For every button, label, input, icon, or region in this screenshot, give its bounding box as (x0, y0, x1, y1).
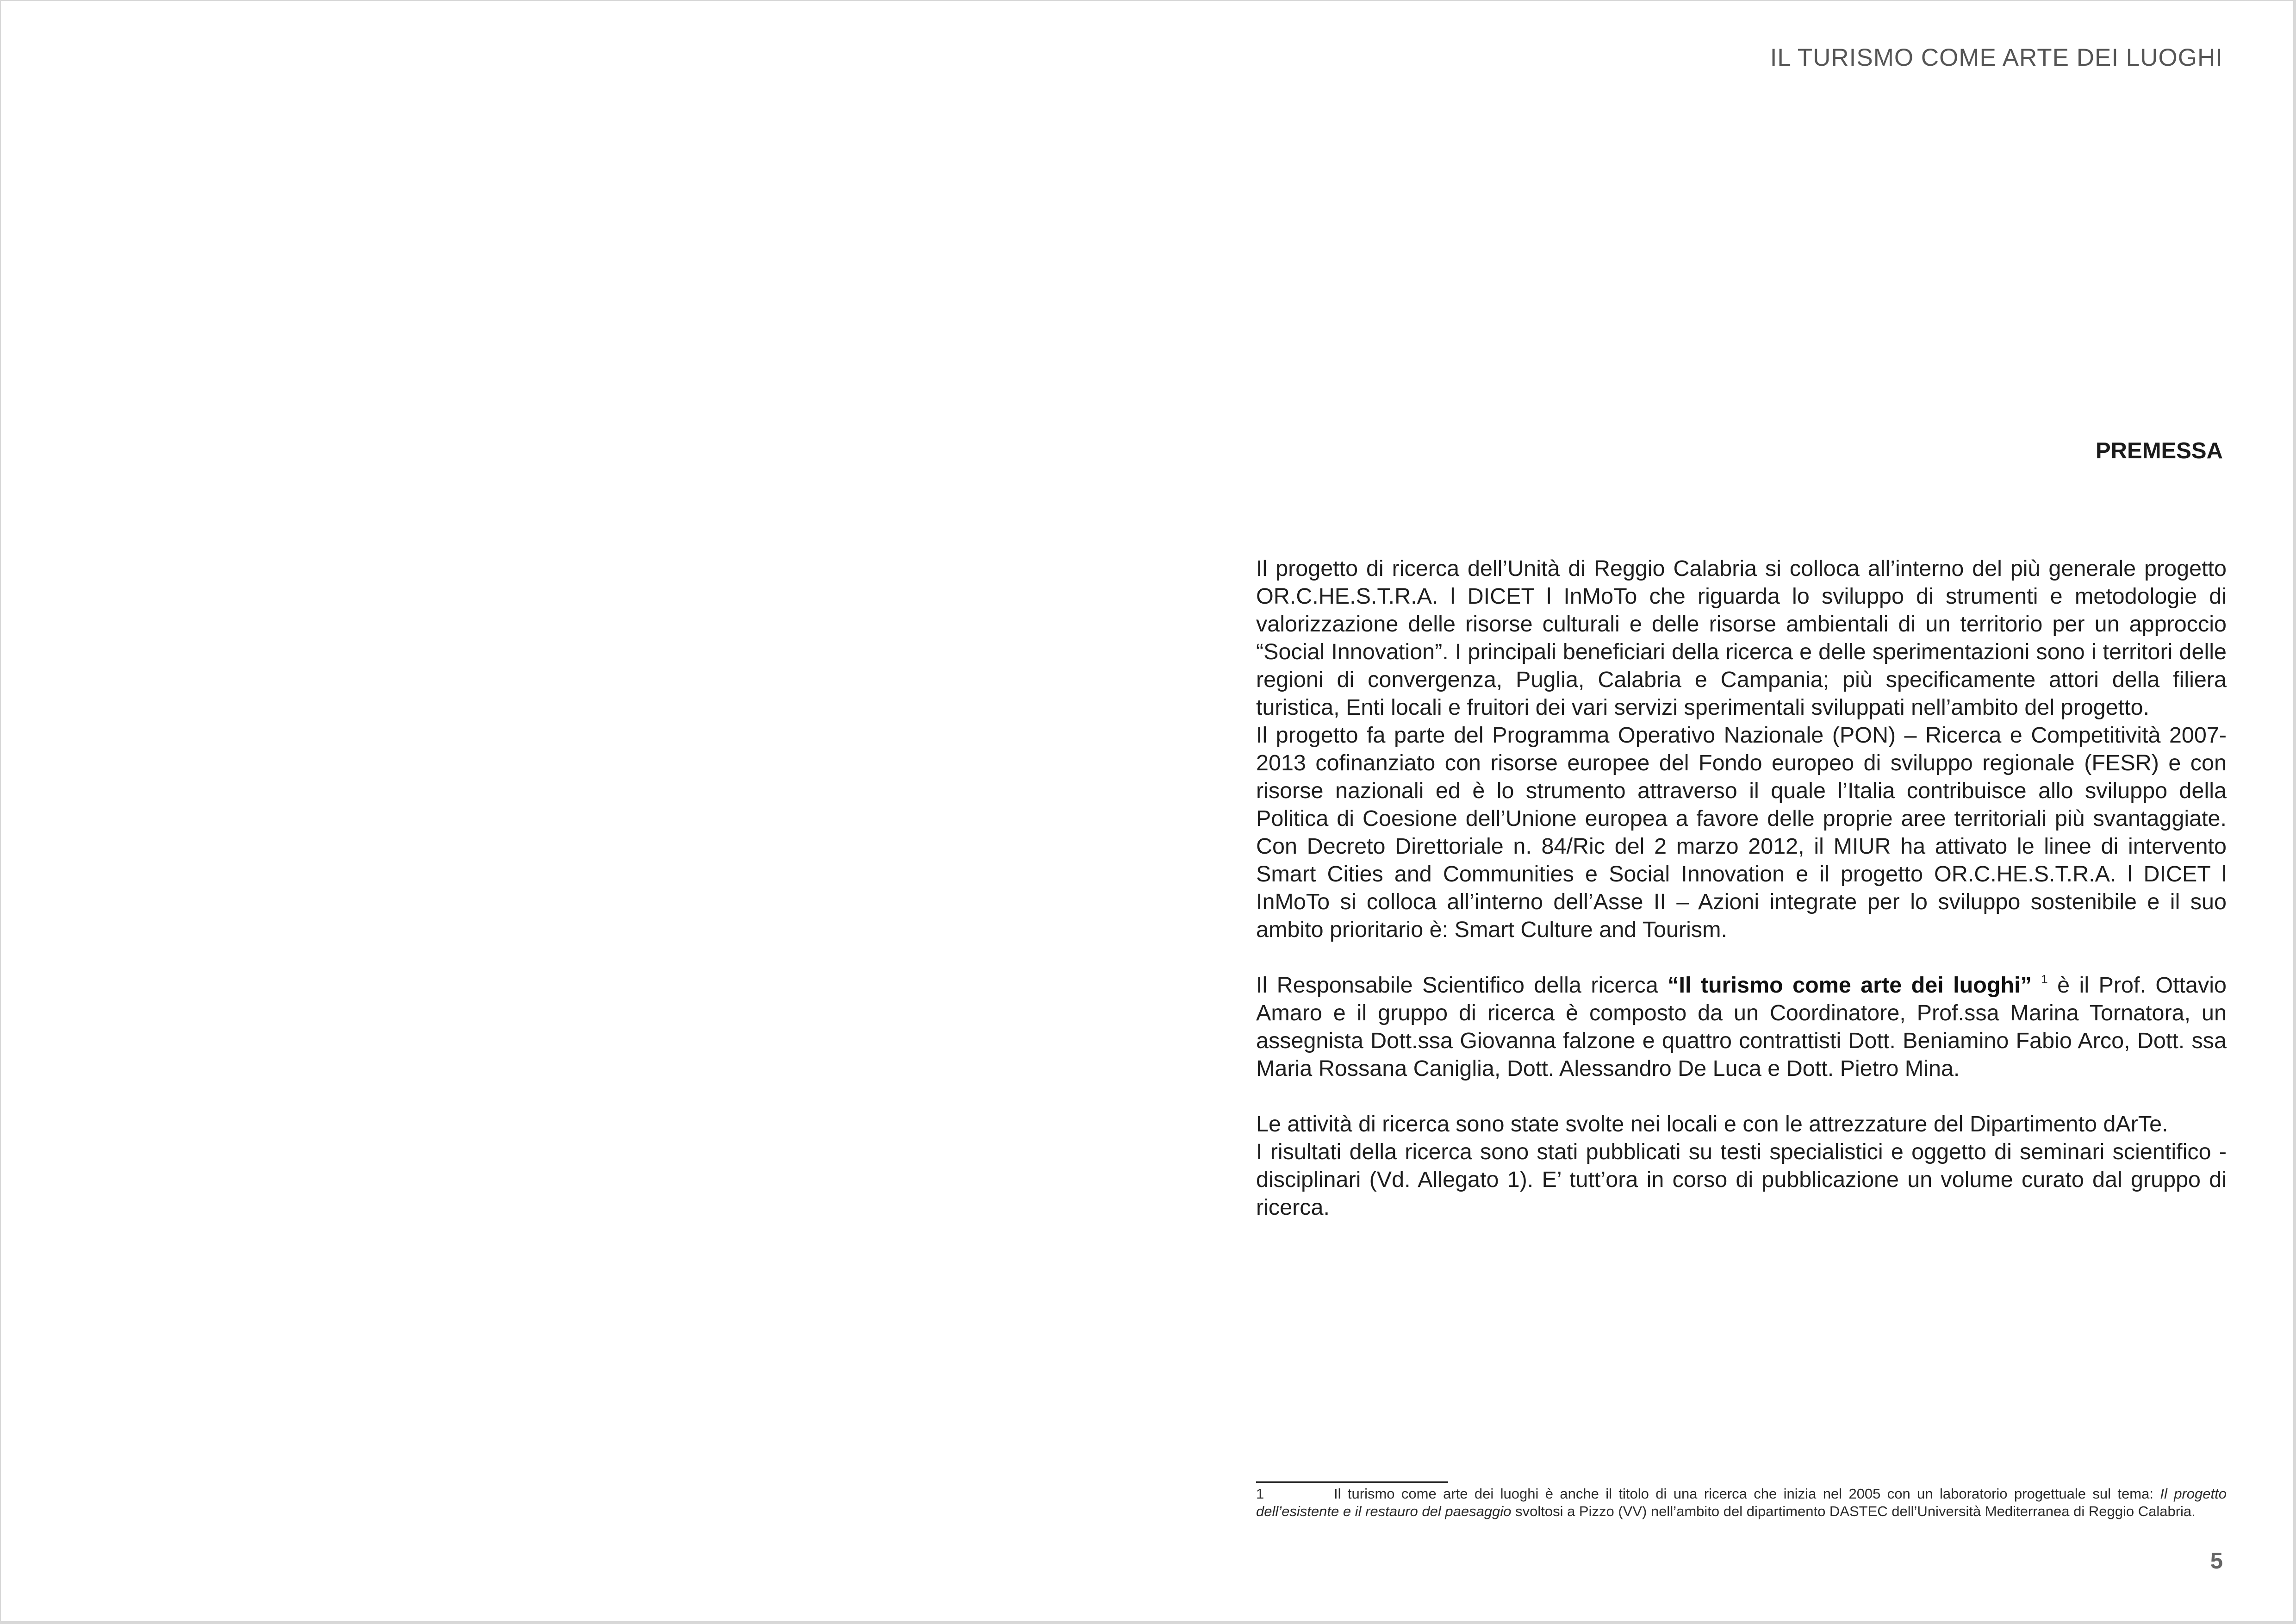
paragraph-results: I risultati della ricerca sono stati pubblicati su testi specialistici e oggetto di seminari scientifico - disciplinari (Vd. Allegato 1). E’ tutt’ora in corso di pubblicazione un volume curato dal gruppo di ricerca. (1256, 1139, 2227, 1220)
footnote-italic-title: Il progetto dell’esistente e il restauro del paesaggio (1256, 1486, 2227, 1519)
team-rest-text: è il Prof. Ottavio Amaro e il gruppo di ricerca è composto da un Coordinatore, Prof.ssa Marina Tornatora, un assegnista Dott.ssa Giovanna falzone e quattro contrattisti Dott. Beniamino Fabio Arco, Dott. ssa Maria Rossana Caniglia, Dott. Alessandro De Luca e Dott. Pietro Mina. (1256, 973, 2227, 1081)
footnote-ref[interactable]: 1 (2041, 972, 2048, 986)
paragraph-activities: Le attività di ricerca sono state svolte nei locali e con le attrezzature del Dipartimento dArTe. (1256, 1112, 2168, 1137)
section-title: PREMESSA (2095, 438, 2223, 463)
footnote-divider (1256, 1481, 1448, 1483)
body-text (1256, 555, 2227, 1221)
footnote-text-rest: svoltosi a Pizzo (VV) nell’ambito del dipartimento DASTEC dell’Università Mediterranea di Reggio Calabria. (1511, 1503, 2196, 1519)
paragraph-team (1256, 971, 2227, 1082)
footnote-number: 1 (1256, 1486, 1264, 1502)
page-number: 5 (2210, 1549, 2223, 1574)
paragraph-intro: Il progetto di ricerca dell’Unità di Reggio Calabria si colloca all’interno del più generale progetto OR.C.HE.S.T.R.A. l DICET l InMoTo che riguarda lo sviluppo di strumenti e metodologie di valorizzazione delle risorse culturali e delle risorse ambientali di un territorio per un approccio “Social Innovation”. I principali beneficiari della ricerca e delle sperimentazioni sono i territori delle regioni di convergenza, Puglia, Calabria e Campania; più specificamente attori della filiera turistica, Enti locali e fruitori dei vari servizi sperimentali sviluppati nell’ambito del progetto. (1256, 556, 2227, 720)
footnote (1256, 1485, 2227, 1520)
research-title: “Il turismo come arte dei luoghi” (1668, 973, 2032, 998)
footnote-text-lead: Il turismo come arte dei luoghi è anche il titolo di una ricerca che inizia nel 2005 con un laboratorio progettuale sul tema: (1334, 1486, 2160, 1502)
paragraph-pon: Il progetto fa parte del Programma Operativo Nazionale (PON) – Ricerca e Competitività 2007-2013 cofinanziato con risorse europee del Fondo europeo di sviluppo regionale (FESR) e con risorse nazionali ed è lo strumento attraverso il quale l’Italia contribuisce allo sviluppo della Politica di Coesione dell’Unione europea a favore delle proprie aree territoriali più svantaggiate. Con Decreto Direttoriale n. 84/Ric del 2 marzo 2012, il MIUR ha attivato le linee di intervento Smart Cities and Communities e Social Innovation e il progetto OR.C.HE.S.T.R.A. l DICET l InMoTo si colloca all’interno dell’Asse II – Azioni integrate per lo sviluppo sostenibile e il suo ambito prioritario è: Smart Culture and Tourism. (1256, 723, 2227, 942)
team-lead-text: Il Responsabile Scientifico della ricerca (1256, 973, 1668, 998)
running-header: IL TURISMO COME ARTE DEI LUOGHI (1770, 44, 2223, 71)
document-spread (1, 1, 2293, 1621)
